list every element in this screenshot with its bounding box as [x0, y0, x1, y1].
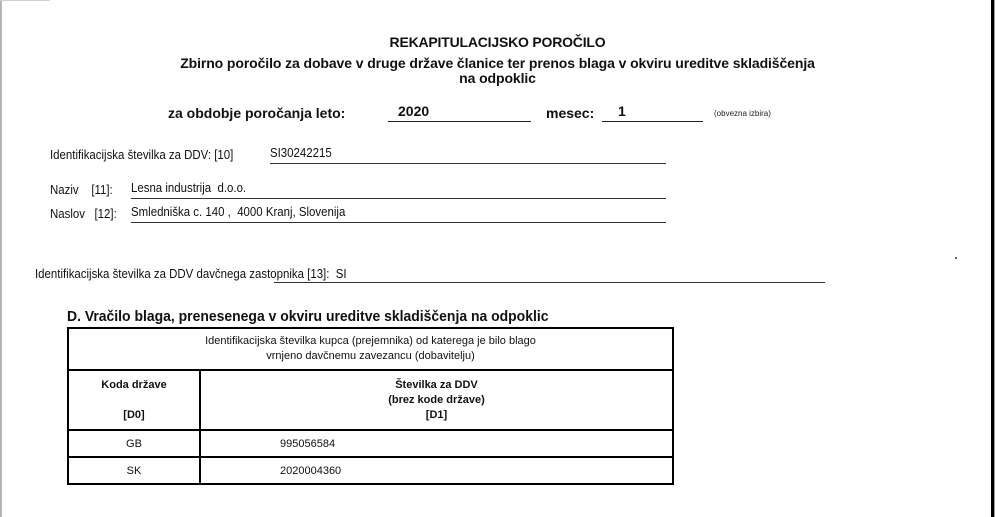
column-header-vat-number — [200, 370, 673, 430]
period-month-value: 1 — [618, 103, 626, 119]
vat-id-label: Identifikacijska številka za DDV: [10] — [50, 147, 234, 162]
column-vat-id: [D1] — [425, 408, 448, 421]
table-row — [68, 457, 673, 484]
report-subtitle-line1: Zbirno poročilo za dobave v druge države članice ter prenos blaga v okviru ureditve skladiščenja — [180, 55, 815, 71]
column-header-country-code — [68, 370, 200, 430]
page-top-edge — [0, 0, 50, 1]
company-name-value: Lesna industrija d.o.o. — [131, 180, 247, 195]
table-header-group-row — [68, 328, 673, 370]
table-column-header-row — [68, 370, 673, 430]
table-row — [68, 430, 673, 457]
column-vat-sublabel: (brez kode države) — [388, 393, 485, 406]
country-code-cell: GB — [68, 430, 200, 457]
tax-representative-field[interactable] — [274, 265, 825, 283]
address-label: Naslov [12]: — [50, 206, 117, 221]
period-year-value: 2020 — [398, 103, 430, 119]
vat-id-value: SI30242215 — [270, 145, 332, 160]
country-code-cell: SK — [68, 457, 200, 484]
vat-number-cell: 995056584 — [200, 430, 673, 457]
report-subtitle-line2: na odpoklic — [459, 70, 536, 86]
column-country-code-id: [D0] — [123, 408, 145, 421]
period-month-label: mesec: — [546, 105, 595, 121]
period-year-field[interactable] — [388, 103, 531, 122]
column-country-code-label: Koda države — [101, 378, 167, 391]
stray-dot — [955, 257, 957, 259]
table-group-header — [68, 328, 673, 370]
vat-number-cell: 2020004360 — [200, 457, 673, 484]
report-title: REKAPITULACIJSKO POROČILO — [389, 34, 606, 50]
section-d-heading: D. Vračilo blaga, prenesenega v okviru ureditve skladiščenja na odpoklic — [67, 308, 549, 325]
vat-id-field[interactable] — [270, 145, 666, 164]
period-month-field[interactable] — [602, 103, 703, 122]
address-value: Smledniška c. 140 , 4000 Kranj, Slovenija — [131, 204, 346, 219]
company-name-field[interactable] — [131, 180, 666, 199]
period-year-label: za obdobje poročanja leto: — [168, 105, 346, 121]
report-subtitle — [0, 56, 995, 86]
returned-goods-table — [67, 327, 674, 485]
table-group-header-line2: vrnjeno davčnemu zavezancu (dobavitelju) — [266, 350, 475, 362]
table-group-header-line1: Identifikacijska številka kupca (prejemnika) od katerega je bilo blago — [205, 335, 536, 347]
company-name-label: Naziv [11]: — [50, 182, 113, 197]
period-mandatory-note: (obvezna izbira) — [714, 109, 771, 118]
tax-representative-label: Identifikacijska številka za DDV davčnega zastopnika [13]: SI — [35, 266, 347, 281]
address-field[interactable] — [131, 204, 666, 223]
column-vat-label: Številka za DDV — [395, 378, 478, 391]
